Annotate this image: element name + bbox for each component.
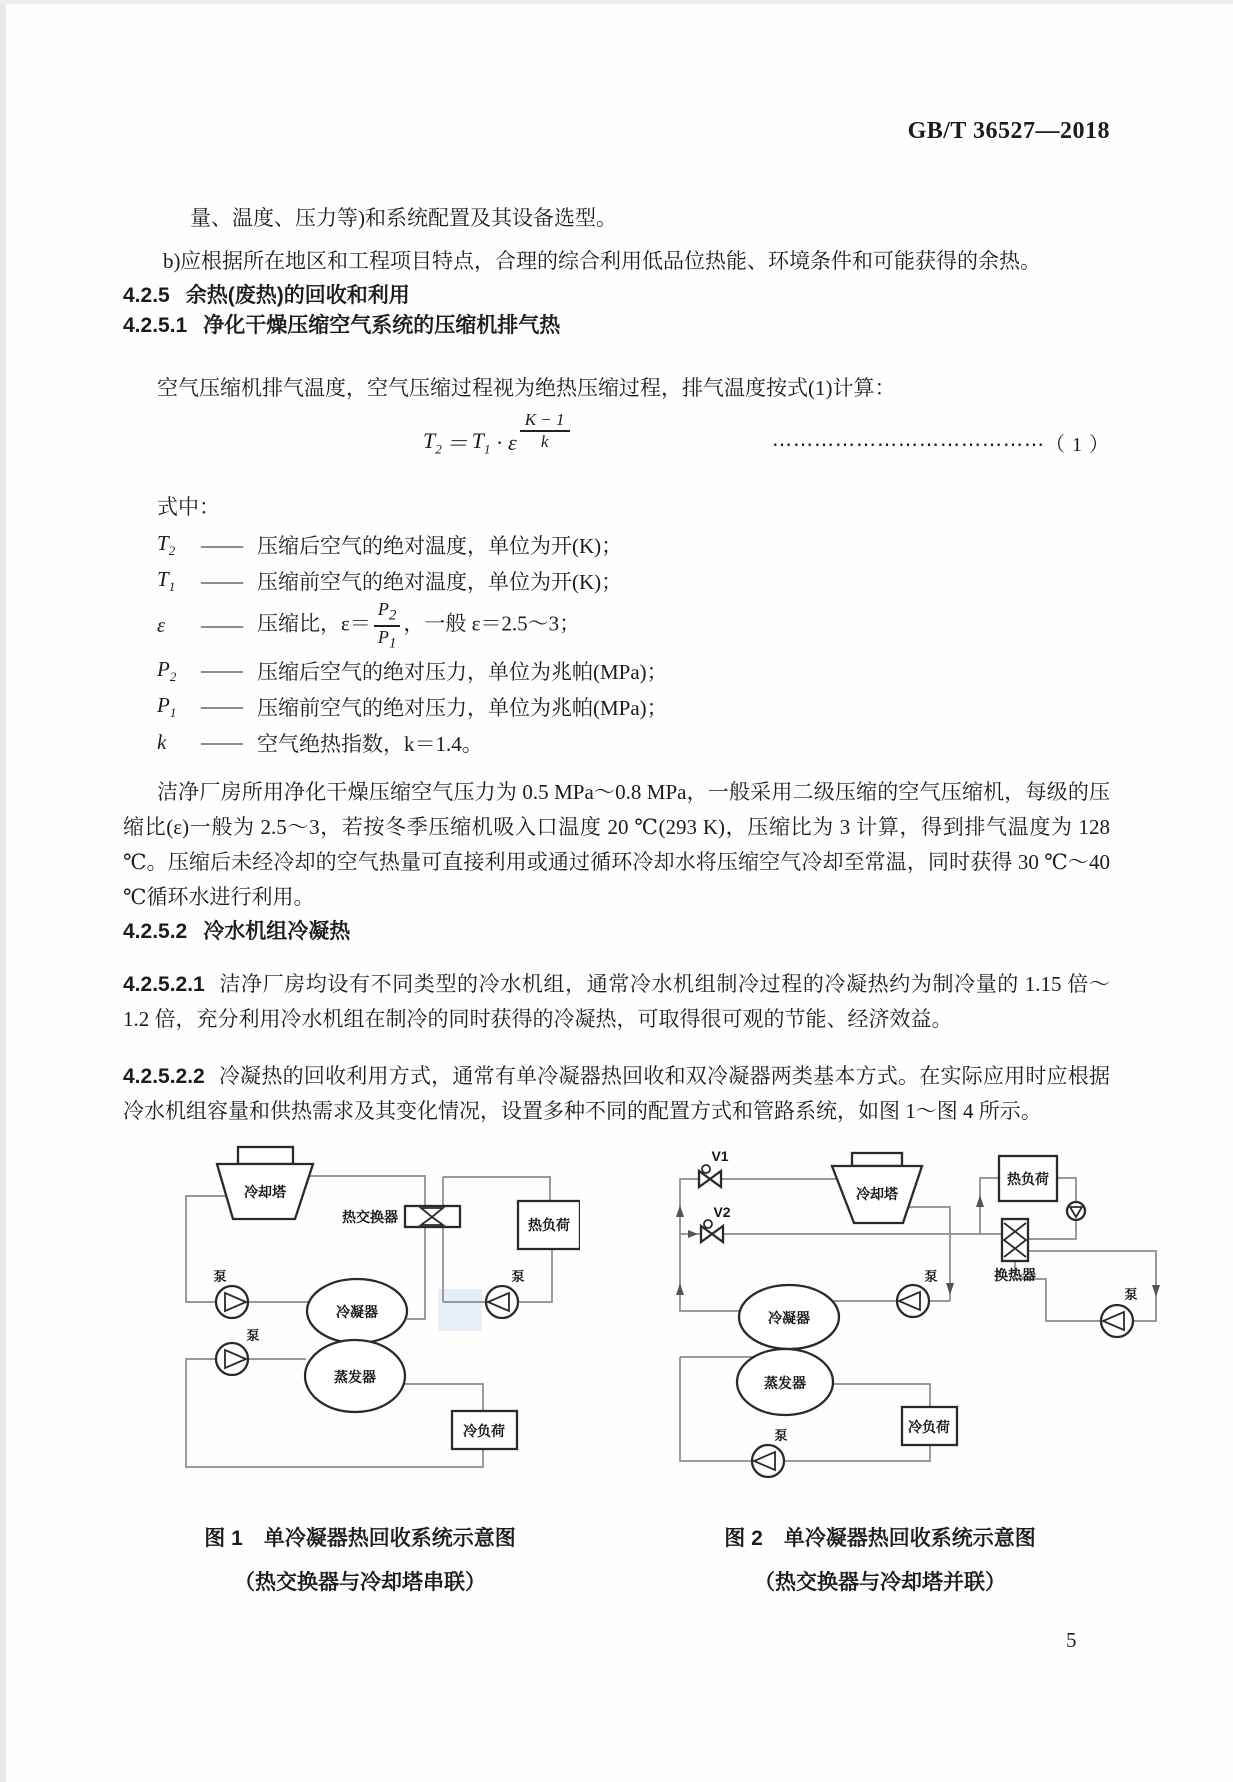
fig1-pump-left-bottom — [216, 1343, 248, 1375]
fig2-circulator-pump — [1067, 1202, 1085, 1220]
page-number: 5 — [1066, 1628, 1077, 1652]
standard-code-header: GB/T 36527—2018 — [907, 118, 1110, 144]
fig1-heat-load-label: 热负荷 — [528, 1216, 570, 1233]
fig2-flow-arrows — [676, 1195, 1160, 1297]
fig2-v2-label: V2 — [713, 1203, 731, 1220]
figure-1 — [140, 1139, 580, 1605]
list-item-b-text: 应根据所在地区和工程项目特点，合理的综合利用低品位热能、环境条件和可能获得的余热。 — [180, 249, 1041, 273]
equation-leader-dots: ⋯⋯⋯⋯⋯⋯⋯⋯⋯⋯⋯⋯⋯（ 1 ） — [772, 434, 1110, 457]
figure-2-diagram — [600, 1139, 1160, 1484]
fig2-cooling-load-label: 冷负荷 — [908, 1418, 950, 1435]
figures-row — [123, 1139, 1138, 1605]
eq-equals: ＝ — [445, 431, 468, 457]
fig2-cooling-tower-label: 冷却塔 — [856, 1185, 898, 1202]
fig1-evaporator-label: 蒸发器 — [334, 1368, 376, 1385]
eq-base: ε — [508, 429, 517, 455]
heading-4-2-5-2 — [123, 915, 1110, 945]
heading-4-2-5-1 — [123, 309, 1110, 339]
eq-dot: · — [496, 429, 503, 455]
list-item-b-label: b) — [163, 249, 181, 273]
def-row-P1: $P_1$ —— 压缩前空气的绝对压力，单位为兆帕(MPa)； — [157, 692, 668, 720]
fig2-pump-label: 泵 — [1124, 1286, 1138, 1302]
def-row-T1: $T_1$ —— 压缩前空气的绝对温度，单位为开(K)； — [157, 567, 623, 595]
where-label: 式中： — [157, 495, 220, 520]
fig2-valve-v2 — [701, 1220, 723, 1242]
def-desc: 压缩比，ε＝ $\frac{P_2}{P_1}$ ，一般 ε＝2.5～3； — [257, 599, 581, 652]
fig2-pump-right — [1101, 1305, 1133, 1337]
paragraph-continuation: 量、温度、压力等)和系统配置及其设备选型。 — [190, 206, 617, 230]
def-desc: 压缩前空气的绝对压力，单位为兆帕(MPa)； — [257, 695, 668, 720]
fig2-pump-label: 泵 — [774, 1427, 788, 1443]
fig1-cooling-tower-label: 冷却塔 — [244, 1183, 286, 1200]
def-row-k: k —— 空气绝热指数，k＝1.4。 — [157, 725, 1110, 761]
eq-rhs: $T_1$ — [471, 427, 491, 457]
eq-exp-numerator: K − 1 — [520, 410, 570, 432]
equation-expression — [423, 410, 570, 463]
fig1-heat-exchanger — [405, 1206, 460, 1227]
heading-number: 4.2.5.1 — [123, 314, 188, 337]
fig1-heat-exchanger-label: 热交换器 — [342, 1208, 398, 1225]
paragraph-4-2-5-2-1 — [123, 967, 1110, 1037]
def-row-epsilon: ε —— 压缩比，ε＝ $\frac{P_2}{P_1}$ ，一般 ε＝2.5～3； — [157, 599, 581, 652]
eq-lhs: $T_2$ — [423, 427, 442, 457]
fig1-pump-left-top — [216, 1286, 248, 1318]
fig2-pump-center — [897, 1285, 929, 1317]
def-row-T2: $T_2$ —— 压缩后空气的绝对温度，单位为开(K)； — [157, 531, 623, 559]
equation-number: （ 1 ） — [1045, 434, 1110, 457]
def-desc: 空气绝热指数，k＝1.4。 — [257, 731, 483, 756]
fig2-heat-exchanger — [1002, 1219, 1028, 1261]
fig1-pump-label: 泵 — [246, 1327, 260, 1343]
def-desc: 压缩后空气的绝对温度，单位为开(K)； — [257, 534, 623, 559]
figure-2 — [600, 1139, 1160, 1605]
def-row-P2: $P_2$ —— 压缩后空气的绝对压力，单位为兆帕(MPa)； — [157, 656, 668, 684]
fig1-pump-label: 泵 — [213, 1268, 227, 1284]
figure-1-caption-title: 图 1 单冷凝器热回收系统示意图 — [204, 1526, 516, 1550]
def-desc: 压缩后空气的绝对压力，单位为兆帕(MPa)； — [257, 659, 668, 684]
fig2-condenser-label: 冷凝器 — [768, 1309, 810, 1326]
scan-edge-left — [0, 0, 6, 1782]
paragraph-4-2-5-2-2 — [123, 1059, 1110, 1129]
eq-exponent-fraction — [520, 410, 570, 451]
fig2-pump-bottom — [752, 1445, 784, 1477]
figure-1-caption-subtitle: （热交换器与冷却塔串联） — [234, 1570, 486, 1594]
paragraph-number: 4.2.5.2.1 — [123, 972, 205, 996]
fig2-valve-v1 — [699, 1165, 721, 1187]
def-desc: 压缩前空气的绝对温度，单位为开(K)； — [257, 570, 623, 595]
paragraph-compressor-exhaust: 空气压缩机排气温度，空气压缩过程视为绝热压缩过程，排气温度按式(1)计算： — [157, 376, 896, 400]
fig1-pump-right — [486, 1286, 518, 1318]
fig2-heat-exchanger-label: 换热器 — [994, 1266, 1036, 1283]
eq-exp-denominator: k — [540, 431, 549, 451]
paragraph-text: 冷凝热的回收利用方式，通常有单冷凝器热回收和双冷凝器两类基本方式。在实际应用时应根据冷水机组容量和供热需求及其变化情况，设置多种不同的配置方式和管路系统，如图 1～图 4 所示。 — [123, 1063, 1110, 1123]
paragraph-number: 4.2.5.2.2 — [123, 1064, 205, 1088]
equation-1 — [123, 410, 1110, 463]
scan-smudge — [438, 1289, 482, 1331]
figure-2-caption — [600, 1517, 1160, 1605]
figure-1-diagram — [140, 1139, 580, 1484]
heading-number: 4.2.5 — [123, 284, 170, 307]
fig2-heat-load-label: 热负荷 — [1007, 1170, 1049, 1187]
fig1-cooling-load-label: 冷负荷 — [463, 1422, 505, 1439]
list-item-b — [123, 244, 1110, 279]
heading-4-2-5 — [123, 279, 1110, 309]
figure-2-caption-subtitle: （热交换器与冷却塔并联） — [754, 1570, 1006, 1594]
heading-title: 冷水机组冷凝热 — [203, 919, 351, 943]
paragraph-cleanroom-air: 洁净厂房所用净化干燥压缩空气压力为 0.5 MPa～0.8 MPa，一般采用二级压缩的空气压缩机，每级的压缩比(ε)一般为 2.5～3，若按冬季压缩机吸入口温度 20 ℃(293 K)，压缩比为 3 计算，得到排气温度为 128 ℃。压缩后未经冷却的空气热量可直接利用或通过循环冷却水将压缩空气冷却至常温，同时获得 30 ℃～40 ℃循环水进行利用。 — [123, 779, 1110, 909]
fig2-v1-label: V1 — [711, 1147, 729, 1164]
fig1-pump-label: 泵 — [511, 1268, 525, 1284]
heading-title: 净化干燥压缩空气系统的压缩机排气热 — [203, 314, 561, 337]
heading-title: 余热(废热)的回收和利用 — [185, 284, 410, 307]
symbol-definitions — [123, 527, 1110, 761]
heading-number: 4.2.5.2 — [123, 919, 188, 943]
fig2-pump-label: 泵 — [924, 1268, 938, 1284]
paragraph-text: 洁净厂房均设有不同类型的冷水机组，通常冷水机组制冷过程的冷凝热约为制冷量的 1.15 倍～1.2 倍，充分利用冷水机组在制冷的同时获得的冷凝热，可取得很可观的节能、经济效益。 — [123, 971, 1110, 1031]
fig1-condenser-label: 冷凝器 — [336, 1303, 378, 1320]
figure-2-caption-title: 图 2 单冷凝器热回收系统示意图 — [724, 1526, 1036, 1550]
figure-1-caption — [140, 1517, 580, 1605]
document-page — [123, 0, 1138, 1605]
fig1-cooling-tower — [217, 1147, 313, 1219]
fig2-evaporator-label: 蒸发器 — [764, 1374, 806, 1391]
